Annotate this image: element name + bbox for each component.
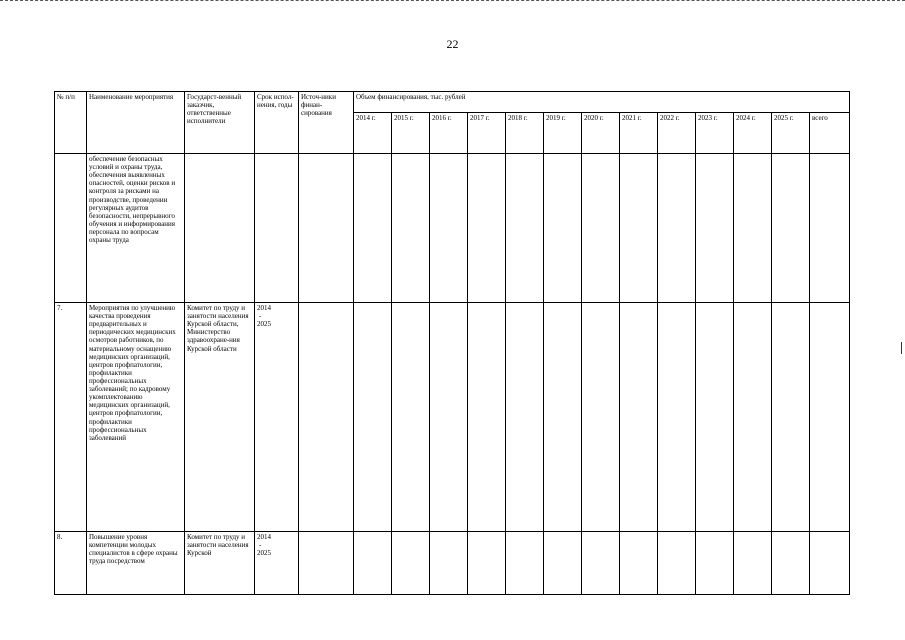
row-source xyxy=(299,154,354,303)
header-year: 2022 г. xyxy=(658,113,696,154)
cell-empty xyxy=(582,532,620,595)
cell-empty xyxy=(810,303,850,532)
cell-empty xyxy=(354,532,392,595)
cell-empty xyxy=(506,154,544,303)
top-dashed-rule xyxy=(0,0,905,3)
cell-empty xyxy=(772,303,810,532)
header-year: 2019 г. xyxy=(544,113,582,154)
row-source xyxy=(299,303,354,532)
cell-empty xyxy=(468,303,506,532)
header-total: всего xyxy=(810,113,850,154)
cell-empty xyxy=(734,532,772,595)
term-start: 2014 xyxy=(257,533,271,541)
cell-empty xyxy=(810,532,850,595)
margin-mark xyxy=(901,342,902,354)
cell-empty xyxy=(506,532,544,595)
term-dash: - xyxy=(259,312,262,321)
header-year: 2023 г. xyxy=(696,113,734,154)
cell-empty xyxy=(544,532,582,595)
row-name: Мероприятия по улучшению качества проведения предварительных и периодических медицинских осмотров работников, по материальному оснащению медицинских организаций, центров профпатологии, профилактики профессиональных заболеваний; по кадровому укомплектованию медицинских организаций, центров профпатологии, профилактики профессиональных заболеваний xyxy=(87,303,185,532)
term-dash: - xyxy=(259,541,262,550)
cell-empty xyxy=(544,303,582,532)
cell-empty xyxy=(354,154,392,303)
cell-empty xyxy=(620,532,658,595)
header-year: 2017 г. xyxy=(468,113,506,154)
cell-empty xyxy=(430,532,468,595)
cell-empty xyxy=(696,532,734,595)
cell-empty xyxy=(506,303,544,532)
row-customer xyxy=(185,154,255,303)
header-year: 2015 г. xyxy=(392,113,430,154)
table-row xyxy=(55,532,850,595)
header-funding: Объем финансирования, тыс. рублей xyxy=(354,92,850,113)
page-number: 22 xyxy=(446,37,459,51)
row-name: Повышение уровня компетенции молодых специалистов в сфере охраны труда посредством xyxy=(87,532,185,595)
cell-empty xyxy=(772,532,810,595)
row-source xyxy=(299,532,354,595)
header-year: 2021 г. xyxy=(620,113,658,154)
cell-empty xyxy=(810,154,850,303)
table-row xyxy=(55,154,850,303)
row-customer: Комитет по труду и занятости населения Курской xyxy=(185,532,255,595)
cell-empty xyxy=(772,154,810,303)
term-end: 2025 xyxy=(257,549,271,558)
cell-empty xyxy=(734,303,772,532)
table-row xyxy=(55,303,850,532)
cell-empty xyxy=(392,154,430,303)
cell-empty xyxy=(620,303,658,532)
cell-empty xyxy=(354,303,392,532)
header-year: 2020 г. xyxy=(582,113,620,154)
header-customer: Государст-венный заказчик, ответственные исполнители xyxy=(185,92,255,154)
row-term xyxy=(255,532,299,595)
header-row xyxy=(55,92,850,113)
cell-empty xyxy=(696,303,734,532)
cell-empty xyxy=(582,154,620,303)
header-source: Источ-ники финан-сирования xyxy=(299,92,354,154)
header-year: 2024 г. xyxy=(734,113,772,154)
row-num: 8. xyxy=(55,532,87,595)
cell-empty xyxy=(658,154,696,303)
program-table xyxy=(54,91,850,595)
cell-empty xyxy=(734,154,772,303)
cell-empty xyxy=(392,532,430,595)
cell-empty xyxy=(658,532,696,595)
row-num xyxy=(55,154,87,303)
header-year: 2025 г. xyxy=(772,113,810,154)
row-num: 7. xyxy=(55,303,87,532)
term-end: 2025 xyxy=(257,320,271,329)
cell-empty xyxy=(468,154,506,303)
cell-empty xyxy=(468,532,506,595)
cell-empty xyxy=(430,154,468,303)
header-year: 2016 г. xyxy=(430,113,468,154)
header-year: 2014 г. xyxy=(354,113,392,154)
cell-empty xyxy=(582,303,620,532)
row-term xyxy=(255,303,299,532)
term-start: 2014 xyxy=(257,304,271,312)
row-customer: Комитет по труду и занятости населения Курской области, Министерство здравоохране-ния Курской области xyxy=(185,303,255,532)
cell-empty xyxy=(430,303,468,532)
header-num: № п/п xyxy=(55,92,87,154)
header-name: Наименование мероприятия xyxy=(87,92,185,154)
cell-empty xyxy=(544,154,582,303)
cell-empty xyxy=(620,154,658,303)
row-term xyxy=(255,154,299,303)
header-term: Срок испол-нения, годы xyxy=(255,92,299,154)
cell-empty xyxy=(658,303,696,532)
cell-empty xyxy=(696,154,734,303)
cell-empty xyxy=(392,303,430,532)
header-year: 2018 г. xyxy=(506,113,544,154)
row-name: обеспечение безопасных условий и охраны труда, обеспечения выявленных опасностей, оценки рисков и контроля за рисками на производстве, проведении регулярных аудитов безопасности, непрерывного обучения и информирования персонала по вопросам охраны труда xyxy=(87,154,185,303)
